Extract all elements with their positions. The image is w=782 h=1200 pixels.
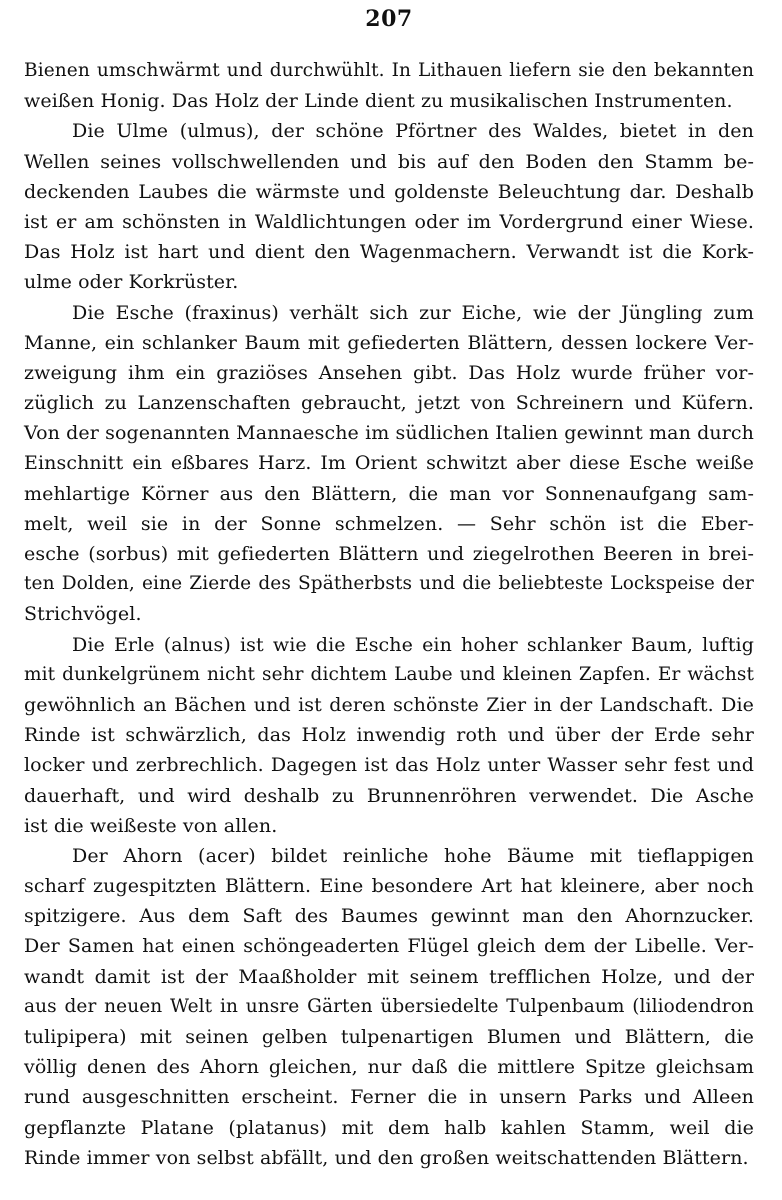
text-line: aus der neuen Welt in unsre Gärten übersiedelte Tulpenbaum (liliodendron — [24, 995, 754, 1017]
text-line: wandt damit ist der Maaßholder mit seinem trefflichen Holze, und der — [24, 965, 754, 988]
text-line: Rinde immer von selbst abfällt, und den großen weitschattenden Blättern. — [24, 1146, 749, 1169]
text-line: Bienen umschwärmt und durchwühlt. In Lithauen liefern sie den bekannten — [24, 60, 754, 81]
paragraph — [24, 56, 754, 116]
text-line: melt, weil sie in der Sonne schmelzen. — Sehr schön ist die Eber- — [24, 512, 754, 535]
text-line: gewöhnlich an Bächen und ist deren schönste Zier in der Landschaft. Die — [24, 693, 754, 716]
paragraph-esche — [24, 298, 754, 630]
book-page — [24, 0, 754, 1200]
text-line: ten Dolden, eine Zierde des Spätherbsts und die beliebteste Lockspeise der — [24, 573, 754, 595]
text-line: rund ausgeschnitten erscheint. Ferner die in unsern Parks und Alleen — [24, 1086, 754, 1109]
text-line: esche (sorbus) mit gefiederten Blättern und ziegelrothen Beeren in brei- — [24, 543, 754, 565]
text-line: Wellen seines vollschwellenden und bis auf den Boden den Stamm be- — [24, 150, 754, 173]
text-line: locker und zerbrechlich. Dagegen ist das Holz unter Wasser sehr fest und — [24, 754, 754, 777]
text-line: Das Holz ist hart und dient den Wagenmachern. Verwandt ist die Kork- — [24, 241, 754, 264]
text-line: spitzigere. Aus dem Saft des Baumes gewinnt man den Ahornzucker. — [24, 905, 754, 928]
text-line: mit dunkelgrünem nicht sehr dichtem Laube und kleinen Zapfen. Er wächst — [24, 663, 754, 685]
paragraph-ulme — [24, 116, 754, 297]
text-line: Der Ahorn (acer) bildet reinliche hohe Bäume mit tieflappigen — [72, 844, 754, 867]
text-line: Die Erle (alnus) ist wie die Esche ein hoher schlanker Baum, luftig — [72, 633, 754, 656]
text-line: Manne, ein schlanker Baum mit gefiederten Blättern, dessen lockere Ver- — [24, 331, 754, 354]
paragraph-ahorn — [24, 841, 754, 1173]
text-line: ulme oder Korkrüster. — [24, 271, 239, 294]
page-number: 207 — [365, 6, 413, 32]
text-line: ist die weißeste von allen. — [24, 814, 278, 837]
text-line: Die Ulme (ulmus), der schöne Pförtner des Waldes, bietet in den — [72, 120, 754, 143]
text-line: scharf zugespitzten Blättern. Eine besondere Art hat kleinere, aber noch — [24, 875, 754, 898]
paragraph-erle — [24, 630, 754, 841]
text-line: tulipipera) mit seinen gelben tulpenartigen Blumen und Blättern, die — [24, 1026, 754, 1048]
text-line: mehlartige Körner aus den Blättern, die man vor Sonnenaufgang sam- — [24, 482, 754, 505]
text-line: weißen Honig. Das Holz der Linde dient zu musikalischen Instrumenten. — [24, 90, 733, 113]
text-line: deckenden Laubes die wärmste und goldenste Beleuchtung dar. Deshalb — [24, 180, 754, 203]
text-line: Die Esche (fraxinus) verhält sich zur Eiche, wie der Jüngling zum — [72, 301, 754, 324]
text-line: Der Samen hat einen schöngeaderten Flügel gleich dem der Libelle. Ver- — [24, 935, 754, 958]
text-line: Einschnitt ein eßbares Harz. Im Orient schwitzt aber diese Esche weiße — [24, 452, 754, 475]
text-line: zweigung ihm ein graziöses Ansehen gibt. Das Holz wurde früher vor- — [24, 361, 754, 384]
body-text — [24, 56, 754, 1173]
text-line: Rinde ist schwärzlich, das Holz inwendig roth und über der Erde sehr — [24, 724, 754, 747]
text-line: Von der sogenannten Mannaesche im südlichen Italien gewinnt man durch — [24, 422, 754, 445]
text-line: gepflanzte Platane (platanus) mit dem halb kahlen Stamm, weil die — [24, 1116, 754, 1139]
text-line: ist er am schönsten in Waldlichtungen oder im Vordergrund einer Wiese. — [24, 210, 754, 233]
text-line: völlig denen des Ahorn gleichen, nur daß die mittlere Spitze gleichsam — [24, 1056, 754, 1079]
text-line: dauerhaft, und wird deshalb zu Brunnenröhren verwendet. Die Asche — [24, 784, 754, 807]
text-line: züglich zu Lanzenschaften gebraucht, jetzt von Schreinern und Küfern. — [24, 392, 754, 415]
text-line: Strichvögel. — [24, 603, 142, 626]
